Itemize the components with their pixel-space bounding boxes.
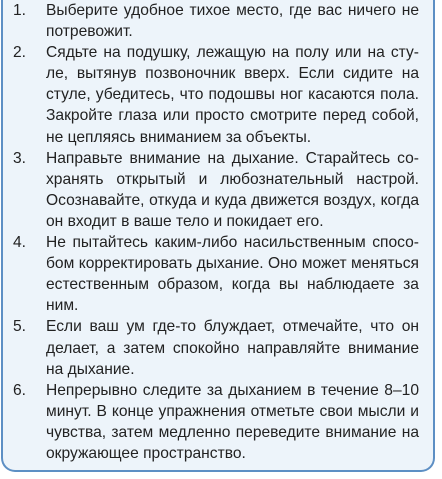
step-text: Выберите удобное тихое место, где вас ничего не потревожит. <box>46 2 419 41</box>
instructions-panel <box>1 0 435 472</box>
step-item <box>3 148 433 232</box>
step-text: Непрерывно следите за дыханием в течение 8–10 минут. В конце упражнения отметьте свои мысли и чувства, затем медленно переведите внимание на окружающее пространство. <box>46 381 419 462</box>
step-text: Сядьте на подушку, лежащую на полу или на стуле, вытянув позвоночник вверх. Если сидите на стуле, убедитесь, что подошвы ног касаются пола. Закройте глаза или просто смотрите перед собой, не цепляясь вниманием за объекты. <box>46 44 419 146</box>
step-item <box>3 42 433 147</box>
step-number: 1. <box>13 2 27 19</box>
step-number: 2. <box>13 44 27 62</box>
step-text: Не пытайтесь каким-либо насильственным способом корректировать дыхание. Оно может меняться естественным образом, когда вы наблюдаете за ним. <box>46 234 419 315</box>
instruction-steps-list <box>3 0 433 464</box>
step-number: 4. <box>13 234 27 252</box>
step-item <box>3 232 433 316</box>
step-text: Направьте внимание на дыхание. Старайтесь сохранять открытый и любознательный настрой. Осознавайте, откуда и куда движется воздух, когда он входит в ваше тело и покидает его. <box>46 149 419 230</box>
step-item <box>3 380 433 464</box>
step-item <box>3 316 433 379</box>
step-item <box>3 0 433 42</box>
step-number: 6. <box>13 381 27 399</box>
step-number: 3. <box>13 149 27 167</box>
step-number: 5. <box>13 318 27 336</box>
step-text: Если ваш ум где-то блуждает, отмечайте, что он делает, а затем спокойно направляйте внимание на дыхание. <box>46 318 419 378</box>
